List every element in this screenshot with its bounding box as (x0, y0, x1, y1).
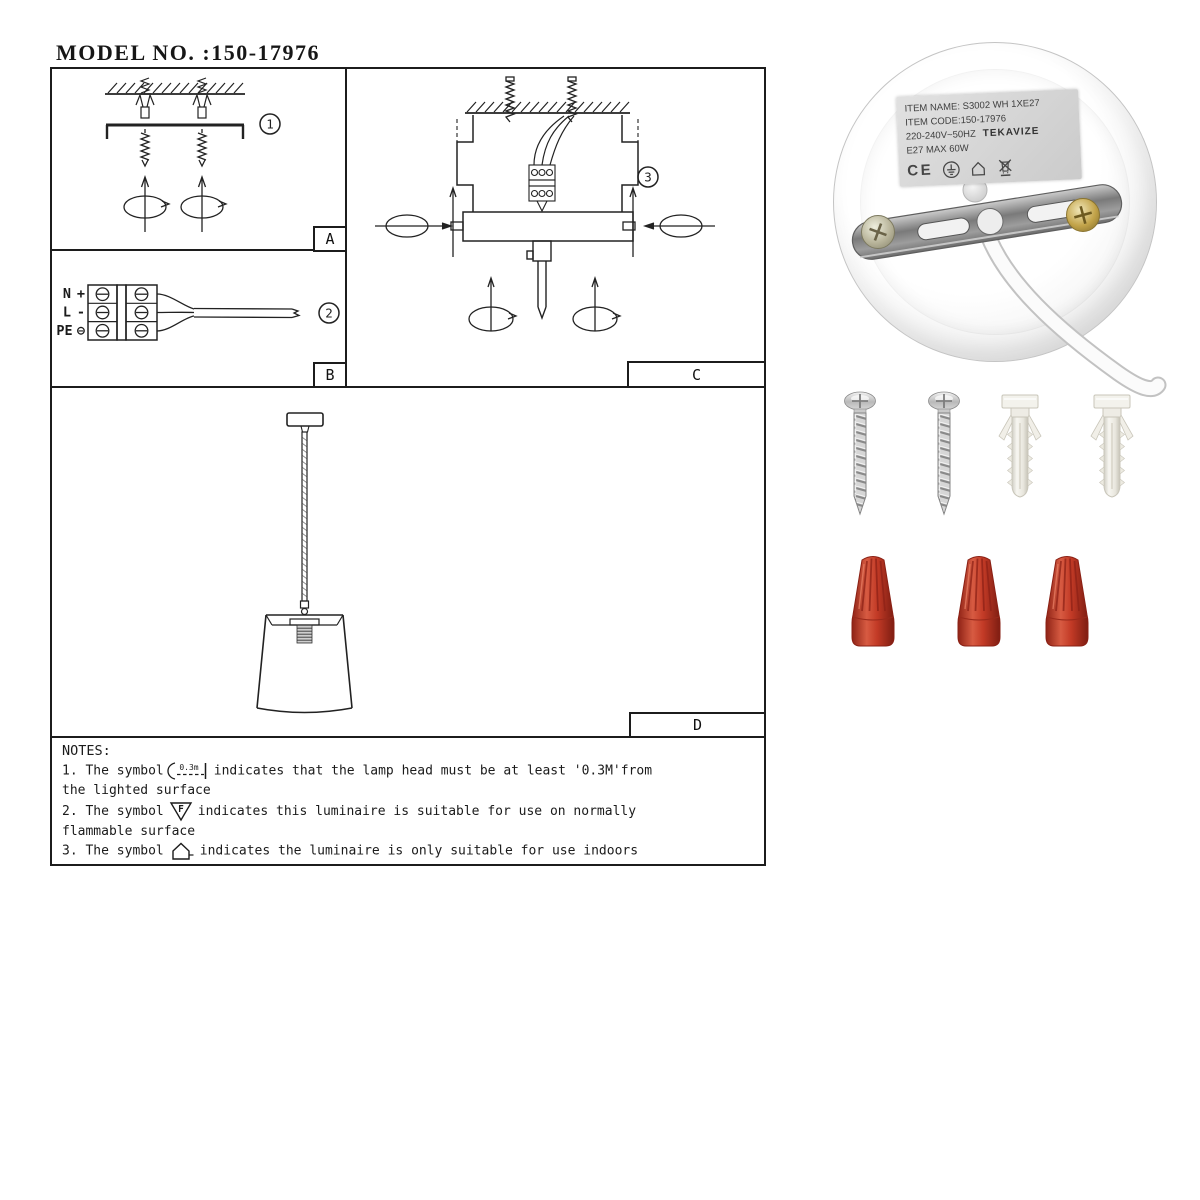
svg-text:PE: PE (56, 323, 73, 339)
diagram-step1-fix-plugs-and-bracket (50, 67, 345, 250)
ce-mark-icon: CE (906, 161, 934, 180)
side-screw-left (375, 188, 463, 257)
note-2 (62, 801, 662, 842)
label-brand: TEKAVIZE (982, 125, 1040, 139)
svg-text:F: F (177, 803, 184, 815)
certification-row (907, 153, 1074, 182)
notes-section (62, 741, 662, 861)
bracket-screw-right (1067, 199, 1100, 232)
terminal-labels (56, 286, 85, 339)
wire-nut-1 (844, 551, 902, 655)
side-screw-right (623, 188, 715, 257)
diagram-step3-canopy-assembly (345, 67, 766, 387)
pendant-canopy-drawing (287, 413, 323, 432)
bracket-screw-left (862, 216, 895, 249)
weee-bin-icon (996, 157, 1015, 177)
product-label (896, 89, 1082, 187)
step-2-badge (319, 303, 339, 323)
note-3-text: 3. The symbol (62, 843, 164, 859)
svg-text:-: - (76, 304, 86, 321)
rotate-arrow-left (124, 177, 169, 232)
label-item-name: ITEM NAME: S3002 WH 1XE27 (904, 97, 1040, 115)
screw-right-drawing (198, 129, 206, 166)
terminal-block-drawing (88, 285, 157, 340)
svg-text:N: N (62, 286, 72, 302)
step-1-badge (260, 114, 280, 134)
panel-tab-d: D (629, 712, 766, 738)
note-3-text: indicates the luminaire is only suitable for use indoors (199, 843, 639, 859)
diagram-step2-wiring (50, 250, 345, 387)
ceiling-hatch (465, 102, 630, 113)
earth-class-icon (942, 160, 961, 179)
flammable-f-triangle-icon (169, 801, 193, 822)
note-1-text: indicates that the lamp head must be at least '0.3M'from the lighted surface (62, 763, 653, 799)
screw-left-drawing (141, 129, 149, 166)
indoor-house-icon (169, 841, 195, 861)
label-item-code: ITEM CODE:150-17976 (905, 113, 1007, 129)
mounting-screw-2 (926, 390, 962, 518)
label-lamp-rating: E27 MAX 60W (906, 142, 969, 157)
ceiling-hatch (105, 83, 245, 94)
wall-plug-2 (1086, 393, 1138, 517)
product-photo-ceiling-rose (820, 35, 1180, 405)
note-3 (62, 841, 662, 861)
notes-heading: NOTES: (62, 743, 111, 759)
svg-text:0.3m: 0.3m (179, 763, 199, 773)
step-3-badge (638, 167, 658, 187)
stem-drawing (527, 241, 551, 318)
note-1-text: 1. The symbol (62, 763, 164, 779)
terminal-block-drawing (529, 165, 555, 211)
rotate-arrow-bottom-left (469, 278, 516, 331)
svg-text:+: + (76, 286, 86, 302)
wall-plug-right-drawing (193, 78, 211, 118)
canopy-profile-drawing (457, 115, 638, 241)
mounting-screw-1 (842, 390, 878, 518)
svg-text:3: 3 (644, 169, 652, 185)
wire-nut-2 (950, 551, 1008, 655)
pendant-stem-drawing (301, 432, 309, 615)
rotate-arrow-bottom-right (573, 278, 620, 331)
ceiling-screws-drawing (506, 77, 576, 122)
note-2-text: indicates this luminaire is suitable for use on normally flammable surface (62, 803, 637, 839)
min-distance-lamp-icon (165, 761, 213, 781)
note-2-text: 2. The symbol (62, 803, 164, 819)
svg-text:2: 2 (325, 305, 333, 321)
white-cable (983, 220, 1158, 389)
lamp-socket-drawing (290, 619, 319, 643)
model-number: MODEL NO. :150-17976 (56, 40, 321, 65)
wall-plug-1 (994, 393, 1046, 517)
svg-text:1: 1 (266, 116, 274, 132)
supply-cable-drawing (157, 294, 299, 331)
indoor-house-icon (969, 159, 988, 178)
svg-text:L: L (62, 304, 72, 321)
note-1 (62, 761, 662, 801)
panel-tab-c: C (627, 361, 766, 388)
svg-text:⊖: ⊖ (76, 323, 86, 339)
rotate-arrow-right (181, 177, 226, 232)
diagram-finished-pendant (50, 387, 766, 737)
label-voltage: 220-240V~50HZ (905, 128, 977, 143)
wire-nut-3 (1038, 551, 1096, 655)
panel-tab-b: B (313, 362, 347, 388)
mounting-bracket-and-cable (820, 35, 1180, 405)
wires-drawing (534, 116, 574, 165)
mounting-bracket-drawing (106, 125, 244, 139)
panel-tab-a: A (313, 226, 347, 252)
